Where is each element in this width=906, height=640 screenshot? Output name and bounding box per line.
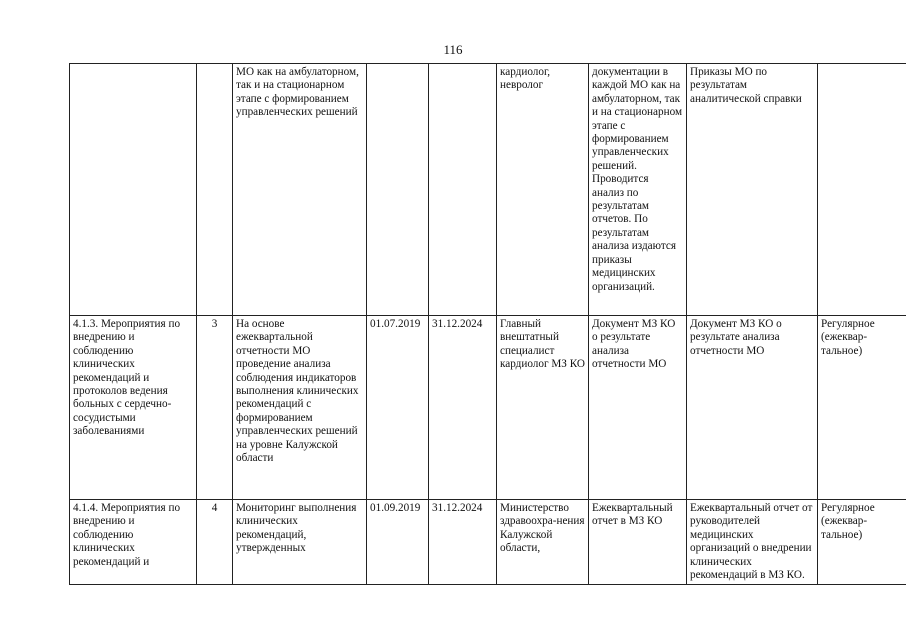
- result-cell: документации в каждой МО как на амбулаторном, так и на стационарном этапе с формированием управленческих решений. Проводится анализ по результатам отчетов. По результатам анализа издаются приказы медицинских организаций.: [589, 64, 687, 316]
- table-row: [70, 64, 906, 316]
- description-cell: МО как на амбулаторном, так и на стационарном этапе с формированием управленческих решений: [233, 64, 367, 316]
- frequency-cell: [818, 64, 906, 316]
- result-cell: Документ МЗ КО о результате анализа отчетности МО: [589, 316, 687, 500]
- responsible-cell: Главный внештатный специалист кардиолог МЗ КО: [497, 316, 589, 500]
- end-date-cell: [429, 64, 497, 316]
- table-row: [70, 500, 906, 585]
- activity-name-cell: 4.1.3. Мероприятия по внедрению и соблюдению клинических рекомендаций и протоколов ведения больных с сердечно-сосудистыми заболеваниями: [70, 316, 197, 500]
- table-row: [70, 316, 906, 500]
- number-cell: [197, 64, 233, 316]
- control-cell: Приказы МО по результатам аналитической справки: [687, 64, 818, 316]
- responsible-cell: Министерство здравоохра-нения Калужской области,: [497, 500, 589, 585]
- responsible-cell: кардиолог, невролог: [497, 64, 589, 316]
- activity-name-cell: [70, 64, 197, 316]
- frequency-cell: Регулярное (ежеквар-тальное): [818, 316, 906, 500]
- end-date-cell: 31.12.2024: [429, 316, 497, 500]
- control-cell: Документ МЗ КО о результате анализа отчетности МО: [687, 316, 818, 500]
- page-number: 116: [443, 42, 463, 57]
- start-date-cell: [367, 64, 429, 316]
- result-cell: Ежеквартальный отчет в МЗ КО: [589, 500, 687, 585]
- frequency-cell: Регулярное (ежеквар-тальное): [818, 500, 906, 585]
- number-cell: 4: [197, 500, 233, 585]
- activity-name-cell: 4.1.4. Мероприятия по внедрению и соблюдению клинических рекомендаций и: [70, 500, 197, 585]
- start-date-cell: 01.09.2019: [367, 500, 429, 585]
- description-cell: Мониторинг выполнения клинических рекомендаций, утвержденных: [233, 500, 367, 585]
- start-date-cell: 01.07.2019: [367, 316, 429, 500]
- control-cell: Ежеквартальный отчет от руководителей медицинских организаций о внедрении клинических рекомендаций в МЗ КО.: [687, 500, 818, 585]
- description-cell: На основе ежеквартальной отчетности МО проведение анализа соблюдения индикаторов выполнения клинических рекомендаций с формированием управленческих решений на уровне Калужской области: [233, 316, 367, 500]
- end-date-cell: 31.12.2024: [429, 500, 497, 585]
- activities-table: [69, 63, 906, 585]
- number-cell: 3: [197, 316, 233, 500]
